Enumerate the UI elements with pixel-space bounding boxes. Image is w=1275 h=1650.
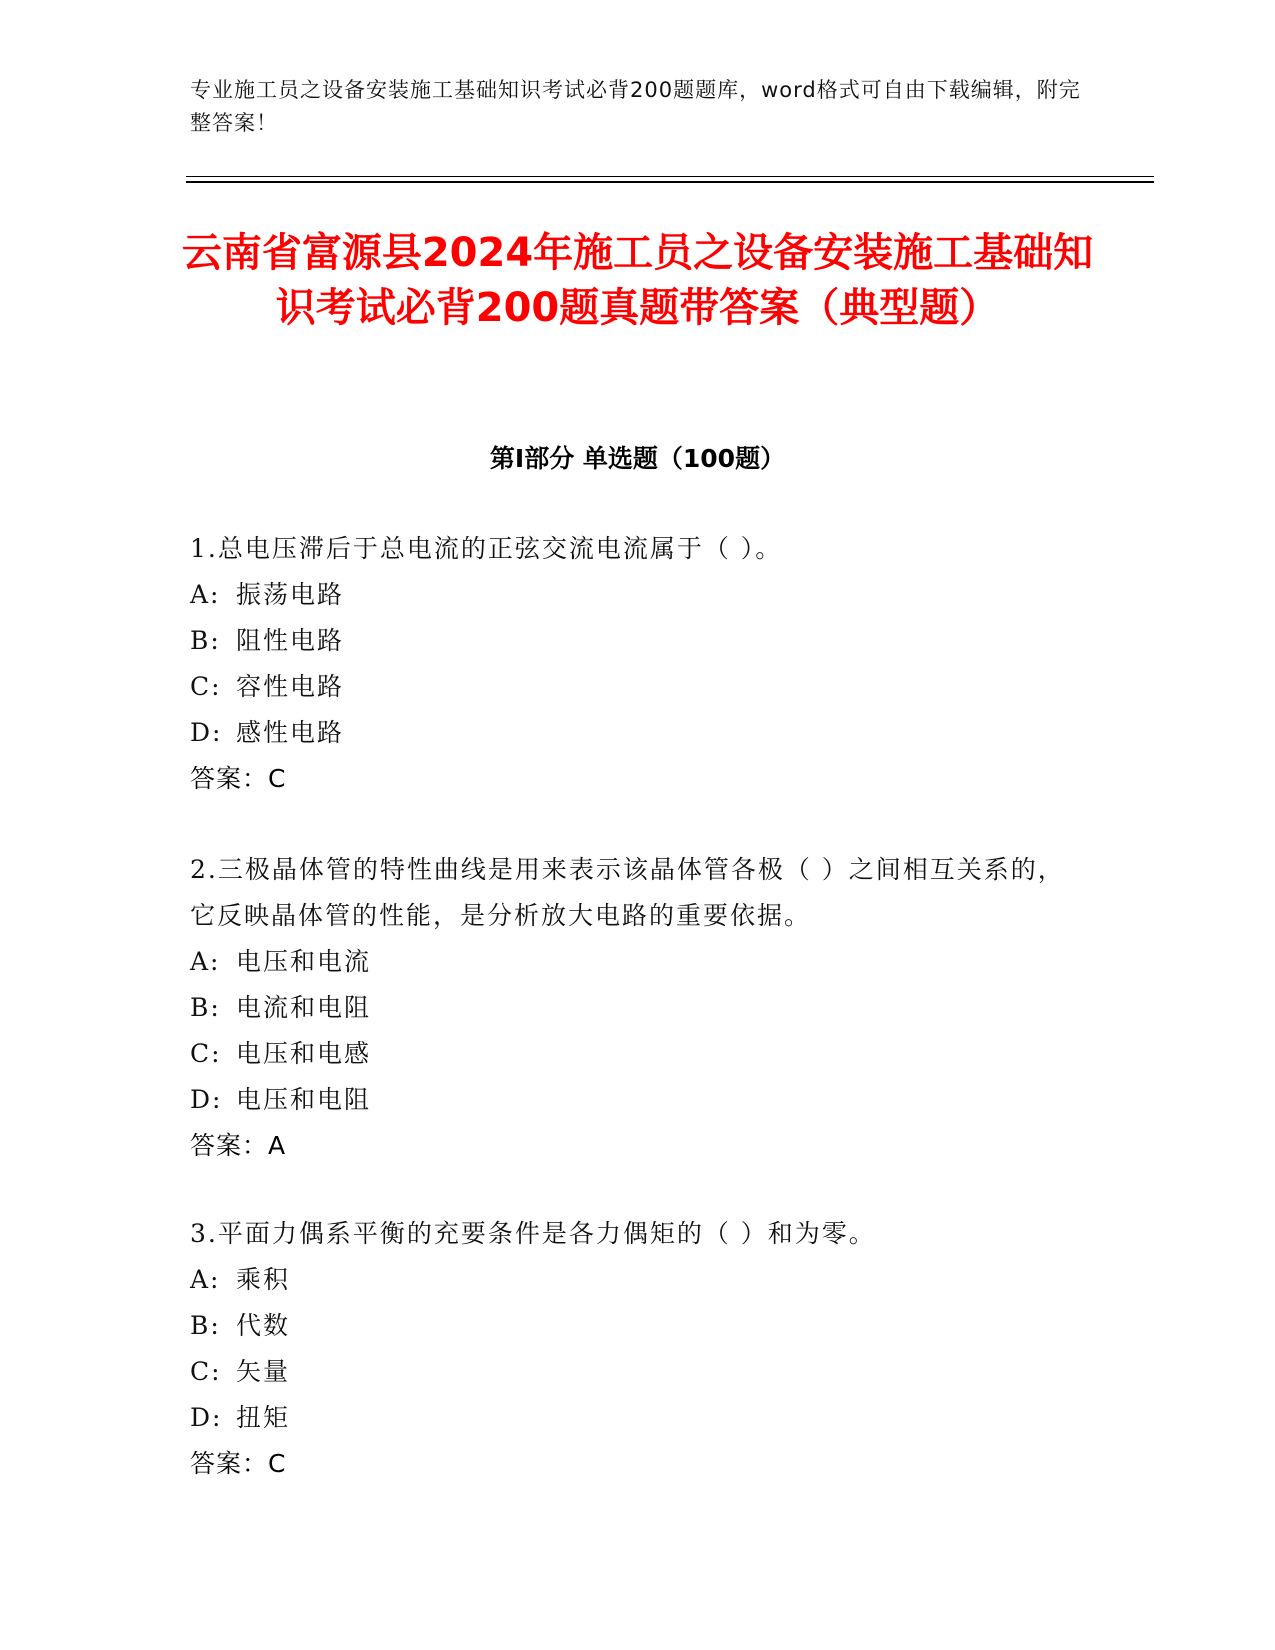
option-c	[190, 1349, 1090, 1395]
answer-line: 答案：C	[190, 1449, 287, 1478]
option-b	[190, 618, 1090, 664]
option-letter: D:	[190, 1403, 223, 1432]
option-d	[190, 1077, 1090, 1123]
option-text: 阻性电路	[236, 626, 345, 655]
question-block	[190, 847, 1090, 1169]
option-letter: B:	[190, 626, 221, 655]
option-text: 扭矩	[236, 1403, 291, 1432]
option-letter: D:	[190, 718, 223, 747]
option-a	[190, 939, 1090, 985]
answer-line: 答案：A	[190, 1131, 287, 1160]
option-text: 电压和电阻	[236, 1085, 372, 1114]
option-b	[190, 985, 1090, 1031]
option-d	[190, 710, 1090, 756]
option-letter: B:	[190, 993, 221, 1022]
option-text: 矢量	[236, 1357, 291, 1386]
option-letter: A:	[190, 1265, 221, 1294]
header-divider-thick	[186, 181, 1154, 183]
option-d	[190, 1395, 1090, 1441]
option-text: 电流和电阻	[236, 993, 372, 1022]
option-text: 代数	[236, 1311, 291, 1340]
option-letter: C:	[190, 1357, 222, 1386]
header-divider-thin	[186, 176, 1154, 177]
option-letter: C:	[190, 1039, 222, 1068]
question-stem: 2.三极晶体管的特性曲线是用来表示该晶体管各极（ ）之间相互关系的，它反映晶体管的性能，是分析放大电路的重要依据。	[190, 855, 1065, 930]
question-stem: 1.总电压滞后于总电流的正弦交流电流属于（ ）。	[190, 534, 783, 563]
option-letter: A:	[190, 580, 221, 609]
document-title: 云南省富源县2024年施工员之设备安装施工基础知识考试必背200题真题带答案（典型题）	[181, 230, 1094, 331]
option-b	[190, 1303, 1090, 1349]
option-letter: A:	[190, 947, 221, 976]
option-letter: D:	[190, 1085, 223, 1114]
option-text: 乘积	[236, 1265, 291, 1294]
option-text: 振荡电路	[236, 580, 345, 609]
question-stem: 3.平面力偶系平衡的充要条件是各力偶矩的（ ）和为零。	[190, 1219, 876, 1248]
option-text: 电压和电流	[236, 947, 372, 976]
question-block	[190, 1211, 1090, 1487]
option-text: 容性电路	[236, 672, 345, 701]
option-a	[190, 1257, 1090, 1303]
question-block	[190, 526, 1090, 802]
option-text: 电压和电感	[236, 1039, 372, 1068]
option-a	[190, 572, 1090, 618]
option-letter: C:	[190, 672, 222, 701]
header-note: 专业施工员之设备安装施工基础知识考试必背200题题库，word格式可自由下载编辑，附完整答案！	[190, 78, 1081, 135]
option-text: 感性电路	[236, 718, 345, 747]
option-c	[190, 664, 1090, 710]
answer-line: 答案：C	[190, 764, 287, 793]
option-letter: B:	[190, 1311, 221, 1340]
section-title: 第I部分 单选题（100题）	[489, 444, 786, 473]
option-c	[190, 1031, 1090, 1077]
